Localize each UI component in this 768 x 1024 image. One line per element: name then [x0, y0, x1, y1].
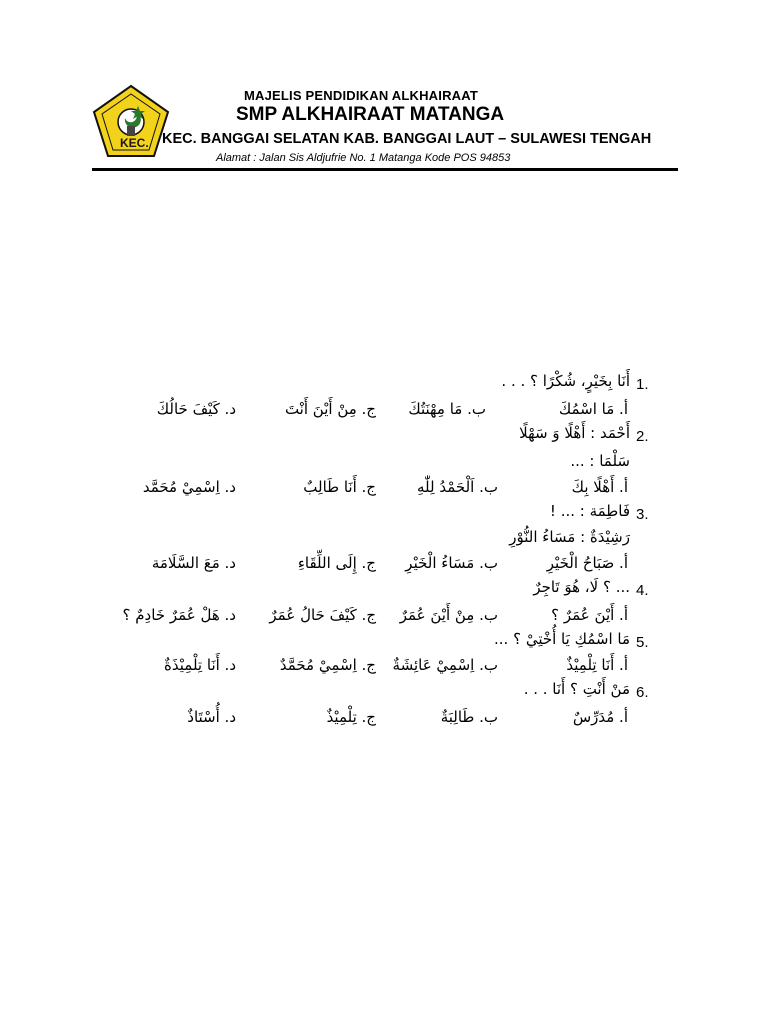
question-line: سَلْمَا : ...: [570, 452, 630, 470]
letterhead: [0, 0, 768, 180]
org-title: MAJELIS PENDIDIKAN ALKHAIRAAT: [244, 88, 479, 103]
option-a: أ. مَا اسْمُكَ: [558, 400, 628, 418]
header-divider: [92, 168, 678, 171]
question-number: 4.: [636, 582, 649, 599]
option-c: ج. أَنَا طَالِبٌ: [303, 478, 376, 496]
option-c: ج. كَيْفَ حَالُ عُمَرٌ: [269, 606, 376, 624]
question-number: 2.: [636, 428, 649, 445]
question-line: أَحْمَد : أَهْلًا وَ سَهْلًا: [519, 424, 630, 442]
option-a: أ. أَيْنَ عُمَرٌ ؟: [551, 606, 628, 624]
question-number: 3.: [636, 506, 649, 523]
option-c: ج. مِنْ أَيْنَ أَنْتَ: [284, 400, 376, 418]
question-text: مَنْ أَنْتِ ؟ أَنَا . . .: [523, 680, 630, 698]
option-a: أ. أَهْلًا بِكَ: [571, 478, 628, 496]
logo-label: KEC.: [120, 136, 149, 150]
address-line: Alamat : Jalan Sis Aldjufrie No. 1 Matanga Kode POS 94853: [216, 152, 511, 164]
question-number: 6.: [636, 684, 649, 701]
option-d: د. أَنَا تِلْمِيْذَةٌ: [164, 656, 236, 674]
option-b: ب. اَلْحَمْدُ لِلّٰهِ: [417, 478, 498, 496]
option-d: د. هَلْ عُمَرٌ خَادِمٌ ؟: [122, 606, 236, 624]
school-title: SMP ALKHAIRAAT MATANGA: [236, 104, 505, 125]
region-line: KEC. BANGGAI SELATAN KAB. BANGGAI LAUT – SULAWESI TENGAH: [162, 131, 652, 147]
option-a: أ. صَبَاحُ الْخَيْرِ: [546, 554, 628, 572]
option-b: ب. طَالِبَةٌ: [440, 708, 498, 726]
option-c: ج. اِسْمِيْ مُحَمَّدٌ: [279, 656, 376, 674]
option-c: ج. إِلَى اللِّقَاءِ: [297, 554, 376, 572]
option-b: ب. مِنْ أَيْنَ عُمَرٌ: [399, 606, 498, 624]
option-d: د. أُسْتَاذٌ: [187, 708, 236, 726]
option-a: أ. مُدَرِّسٌ: [572, 708, 628, 726]
question-line: فَاطِمَة : ... !: [549, 502, 630, 520]
question-text: ... ؟ لَا، هُوَ تَاجِرٌ: [533, 578, 630, 596]
option-d: د. مَعَ السَّلَامَة: [151, 554, 236, 572]
question-number: 1.: [636, 376, 649, 393]
question-number: 5.: [636, 634, 649, 651]
question-line: رَشِيْدَةٌ : مَسَاءُ النُّوْرِ: [509, 528, 630, 546]
question-text: أَنَا بِخَيْرٍ، شُكْرًا ؟ . . .: [501, 372, 630, 390]
option-a: أ. أَنَا تِلْمِيْذٌ: [566, 656, 628, 674]
option-c: ج. تِلْمِيْذٌ: [326, 708, 376, 726]
option-b: ب. مَسَاءُ الْخَيْرِ: [405, 554, 498, 572]
option-b: ب. اِسْمِيْ عَائِشَةٌ: [392, 656, 498, 674]
option-d: د. اِسْمِيْ مُحَمَّد: [142, 478, 236, 496]
question-text: مَا اسْمُكِ يَا أُخْتِيْ ؟ ...: [494, 630, 630, 648]
option-b: ب. مَا مِهْنَتُكَ: [408, 400, 486, 418]
option-d: د. كَيْفَ حَالُكَ: [156, 400, 236, 418]
